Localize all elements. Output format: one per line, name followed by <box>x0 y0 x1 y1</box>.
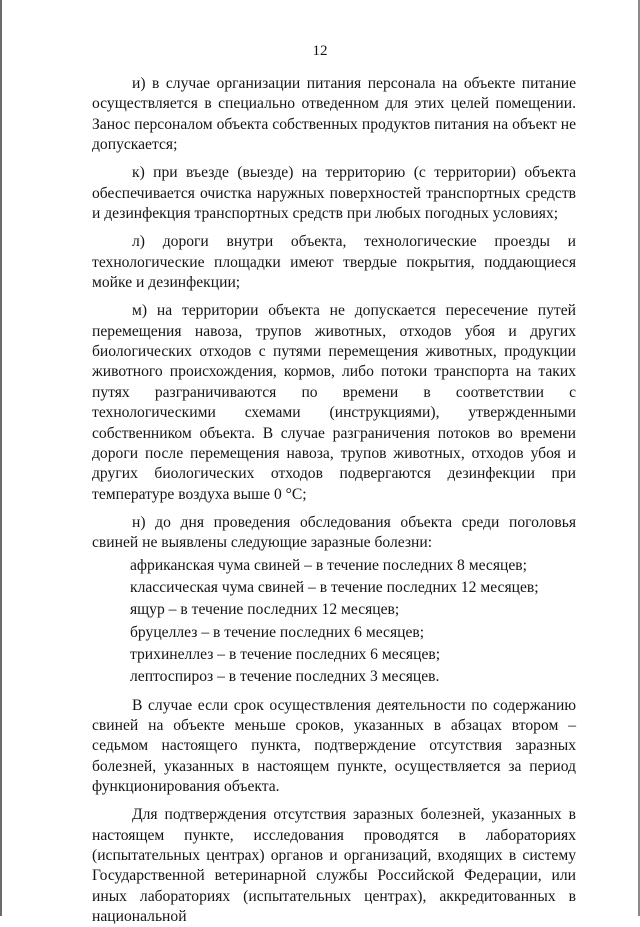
paragraph-short-period: В случае если срок осуществления деятельности по содержанию свиней на объекте меньше сроков, указанных в абзацах втором – седьмом настоящего пункта, подтверждение отсутствия заразных болезней, указанных в настоящем пункте, осуществляется за период функционирования объекта. <box>92 696 576 795</box>
paragraph-l: л) дороги внутри объекта, технологические проезды и технологические площадки имеют твердые покрытия, поддающиеся мойке и дезинфекции; <box>92 233 576 292</box>
disease-item-fmd: ящур – в течение последних 12 месяцев; <box>130 601 400 619</box>
disease-item-asf: африканская чума свиней – в течение последних 8 месяцев; <box>130 556 527 574</box>
page-number: 12 <box>312 43 328 59</box>
paragraph-k: к) при въезде (выезде) на территорию (с территории) объекта обеспечивается очистка наружных поверхностей транспортных средств и дезинфекция транспортных средств при любых погодных условиях; <box>92 164 576 223</box>
paragraph-n: н) до дня проведения обследования объекта среди поголовья свиней не выявлены следующие заразные болезни: <box>92 513 576 552</box>
paragraph-laboratories: Для подтверждения отсутствия заразных болезней, указанных в настоящем пункте, исследования проводятся в лабораториях (испытательных центрах) органов и организаций, входящих в систему Государственной ветеринарной службы Российской Федерации, или иных лабораториях (испытательных центрах), аккредитованных в национальной <box>92 806 576 926</box>
scan-edge-left <box>0 0 2 916</box>
paragraph-m: м) на территории объекта не допускается пересечение путей перемещения навоза, трупов животных, отходов убоя и других биологических отходов с путями перемещения животных, продукции животного происхождения, кормов, либо потоки транспорта на таких путях разграничиваются по времени в соответствии с технологическими схемами (инструкциями), утвержденными собственником объекта. В случае разграничения потоков во времени дороги после перемещения навоза, трупов животных, отходов убоя и других биологических отходов подвергаются дезинфекции при температуре воздуха выше 0 °С; <box>92 302 576 503</box>
document-body <box>92 74 576 927</box>
disease-item-csf: классическая чума свиней – в течение последних 12 месяцев; <box>130 578 539 596</box>
paragraph-i: и) в случае организации питания персонала на объекте питание осуществляется в специально отведенном для этих целей помещении. Занос персоналом объекта собственных продуктов питания на объект не допускается; <box>92 75 576 154</box>
disease-item-trichinellosis: трихинеллез – в течение последних 6 месяцев; <box>130 645 441 663</box>
disease-item-brucellosis: бруцеллез – в течение последних 6 месяцев; <box>130 623 425 641</box>
disease-item-leptospirosis: лептоспироз – в течение последних 3 месяцев. <box>130 668 440 686</box>
